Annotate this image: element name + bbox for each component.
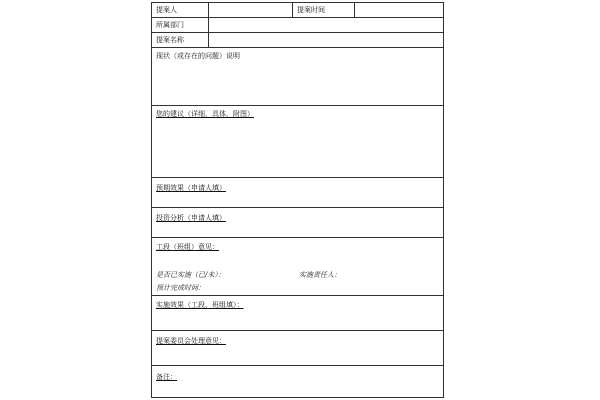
department-field[interactable] bbox=[208, 18, 445, 32]
proposal-time-label: 提案时间 bbox=[297, 6, 325, 14]
row-remarks[interactable] bbox=[151, 365, 444, 398]
row-committee-opinion[interactable] bbox=[151, 330, 444, 365]
row-implementation-effect[interactable] bbox=[151, 295, 444, 330]
department-label: 所属部门 bbox=[156, 21, 184, 29]
implemented-label: 是否已实施（已/未）： bbox=[156, 271, 225, 279]
row-section-opinion[interactable] bbox=[151, 237, 444, 295]
investment-analysis-label: 投资分析（申请人填） bbox=[156, 214, 226, 222]
row-proposal-name bbox=[151, 32, 444, 47]
expected-effect-label: 预期效果（申请人填） bbox=[156, 184, 226, 192]
proposer-value-field[interactable] bbox=[208, 3, 292, 17]
implementation-effect-label: 实施效果（工段、班组填）： bbox=[156, 301, 244, 309]
proposal-name-label: 提案名称 bbox=[156, 36, 184, 44]
responsible-label: 实施责任人： bbox=[299, 271, 341, 279]
row-current-issue[interactable] bbox=[151, 47, 444, 105]
row-expected-effect[interactable] bbox=[151, 177, 444, 207]
remarks-label: 备注： bbox=[156, 373, 177, 381]
row-proposer bbox=[151, 2, 444, 17]
proposal-name-field[interactable] bbox=[208, 33, 445, 47]
section-opinion-label: 工段（班组）意见： bbox=[156, 243, 219, 251]
proposal-form bbox=[151, 0, 445, 400]
row-suggestion[interactable] bbox=[151, 105, 444, 177]
row-department bbox=[151, 17, 444, 32]
suggestion-label: 您的建议（详细，具体，附图） bbox=[156, 110, 254, 118]
row-investment-analysis[interactable] bbox=[151, 207, 444, 237]
proposal-time-label-cell bbox=[292, 3, 354, 17]
proposal-time-field[interactable] bbox=[354, 3, 445, 17]
current-issue-label: 现状（或存在的问题）说明 bbox=[156, 52, 240, 60]
committee-opinion-label: 提案委员会处理意见： bbox=[156, 337, 226, 345]
expected-completion-label: 预计完成时间： bbox=[156, 284, 205, 292]
proposer-label: 提案人 bbox=[156, 6, 177, 14]
